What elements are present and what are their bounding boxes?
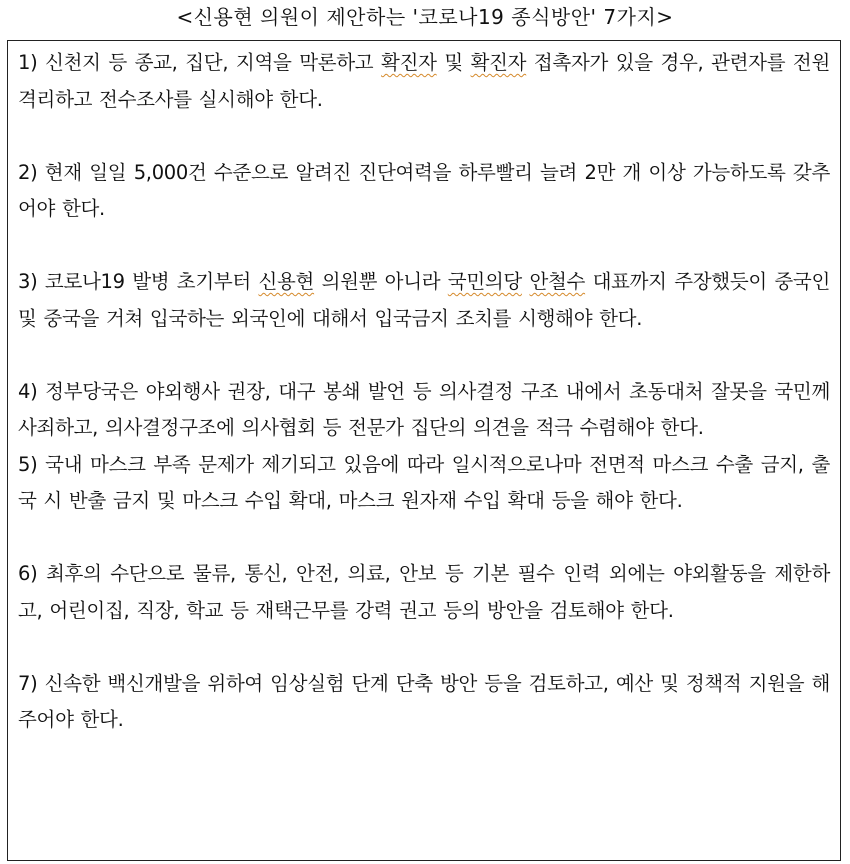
paragraph-gap [18,629,830,666]
spellcheck-underlined-word: 국민의당 [447,270,522,293]
text-run: 1) 신천지 등 종교, 집단, 지역을 막론하고 [18,51,382,74]
text-run: 7) 신속한 백신개발을 위하여 임상실험 단계 단축 방안 등을 검토하고, 예산 및 정책적 지원을 해주어야 한다. [18,671,830,731]
spellcheck-underlined-word: 안철수 [529,270,586,293]
proposal-item-6 [18,556,830,629]
document-title: <신용현 의원이 제안하는 '코로나19 종식방안' 7가지> [176,5,674,29]
paragraph-gap [18,520,830,557]
text-run: 의원뿐 아니라 [314,270,448,293]
spellcheck-underlined-word: 확진자 [381,51,437,74]
text-run: 대표까지 주장했듯이 중국인 및 중국을 거쳐 입국하는 외국인에 대해서 입국금지 조치를 시행해야 한다. [18,270,831,330]
text-run: 2) 현재 일일 5,000건 수준으로 알려진 진단여력을 하루빨리 늘려 2만 개 이상 가능하도록 갖추어야 한다. [18,160,830,220]
text-run: 4) 정부당국은 야외행사 권장, 대구 봉쇄 발언 등 의사결정 구조 내에서 초동대처 잘못을 국민께 사죄하고, 의사결정구조에 의사협회 등 전문가 집단의 의견을 적극 수렴해야 한다. [18,379,830,439]
paragraph-gap [18,337,830,374]
text-run: 6) 최후의 수단으로 물류, 통신, 안전, 의료, 안보 등 기본 필수 인력 외에는 야외활동을 제한하고, 어린이집, 직장, 학교 등 재택근무를 강력 권고 등의 방안을 검토해야 한다. [18,562,830,622]
spellcheck-underlined-word: 확진자 [470,51,527,74]
proposal-list-box [7,40,841,861]
proposal-item-4 [18,374,830,447]
spellcheck-underlined-word: 신용현 [258,270,315,293]
paragraph-gap [18,228,830,265]
proposal-item-2 [18,155,830,228]
text-run: 및 [436,51,471,74]
proposal-item-1 [18,45,830,118]
proposal-item-5 [18,447,830,520]
text-run: 5) 국내 마스크 부족 문제가 제기되고 있음에 따라 일시적으로나마 전면적 마스크 수출 금지, 출국 시 반출 금지 및 마스크 수입 확대, 마스크 원자재 수입 확대 등을 해야 한다. [18,452,830,512]
proposal-item-7 [18,666,830,739]
proposal-item-3 [18,264,830,337]
text-run: 접촉자가 있을 경우, 관련자를 전원격리하고 전수조사를 실시해야 한다. [18,51,830,111]
text-run: 3) 코로나19 발병 초기부터 [18,270,259,293]
paragraph-gap [18,118,830,155]
